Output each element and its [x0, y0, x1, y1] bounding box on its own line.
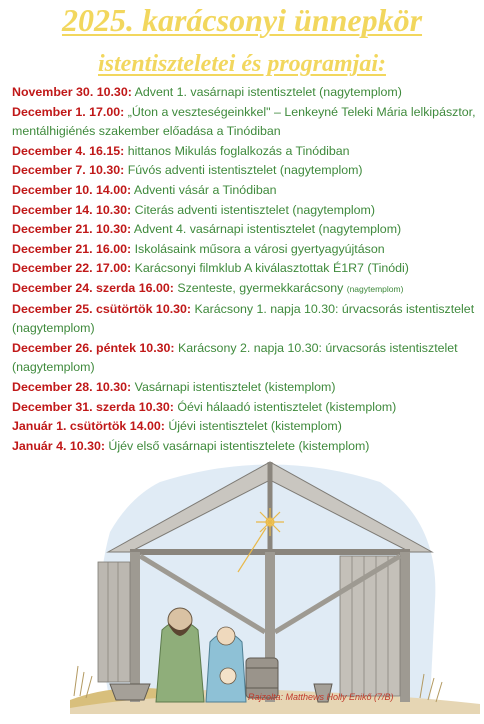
event-date: December 24. szerda 16.00: — [12, 280, 174, 295]
event-item — [12, 417, 478, 437]
event-item — [12, 103, 478, 142]
event-date: December 7. 10.30: — [12, 163, 125, 178]
event-item — [12, 240, 478, 260]
basket — [110, 684, 150, 700]
event-date: December 26. péntek 10.30: — [12, 340, 175, 355]
event-date: December 25. csütörtök 10.30: — [12, 301, 192, 316]
event-text: Karácsony 1. napja 10.30: úrvacsorás istentisztelet (nagytemplom) — [12, 301, 475, 336]
event-note: (nagytemplom) — [346, 283, 404, 294]
event-date: November 30. 10.30: — [12, 85, 132, 99]
event-text: Fúvós adventi istentisztelet (nagytemplom) — [124, 163, 363, 178]
event-date: Január 4. 10.30: — [12, 438, 105, 453]
event-date: December 4. 16.15: — [12, 143, 125, 158]
event-item — [12, 161, 478, 181]
page-title: 2025. karácsonyi ünnepkör — [61, 2, 423, 38]
event-date: December 1. 17.00: — [12, 104, 125, 119]
event-item — [12, 83, 478, 103]
event-text: Karácsonyi filmklub A kiválasztottak É1R7 (Tinódi) — [131, 261, 409, 276]
event-date: December 28. 10.30: — [12, 379, 132, 394]
event-date: December 10. 14.00: — [12, 182, 132, 197]
event-date: Január 1. csütörtök 14.00: — [12, 419, 165, 434]
event-item — [12, 300, 478, 339]
event-date: December 22. 17.00: — [12, 261, 132, 276]
event-item — [12, 339, 478, 378]
event-date: December 14. 10.30: — [12, 202, 132, 217]
stable-post — [400, 552, 410, 702]
event-list — [12, 83, 478, 456]
event-text: Iskolásaink műsora a városi gyertyagyújtáson — [131, 241, 385, 256]
event-item — [12, 220, 478, 240]
event-item — [12, 259, 478, 279]
event-text: „Úton a veszteségeinkkel" – Lenkeyné Teleki Mária lelkipásztor, mentálhigiénés szakember előadása a Tinódiban — [12, 104, 476, 139]
event-text: Újév első vasárnapi istentisztelete (kistemplom) — [104, 438, 370, 453]
event-date: December 31. szerda 10.30: — [12, 399, 174, 414]
event-item — [12, 201, 478, 221]
event-text: Karácsony 2. napja 10.30: úrvacsorás istentisztelet (nagytemplom) — [12, 340, 458, 375]
event-text: Advent 4. vasárnapi istentisztelet (nagytemplom) — [131, 222, 402, 237]
stable-post — [130, 552, 140, 702]
event-item — [12, 279, 478, 300]
event-text: Adventi vásár a Tinódiban — [131, 182, 277, 197]
event-text: Óévi hálaadó istentisztelet (kistemplom) — [173, 399, 397, 414]
event-text: Szenteste, gyermekkarácsony — [173, 280, 347, 295]
event-text: Vasárnapi istentisztelet (kistemplom) — [131, 379, 336, 394]
nativity-drawing — [70, 452, 480, 714]
event-item — [12, 142, 478, 162]
event-item — [12, 378, 478, 398]
event-item — [12, 398, 478, 418]
event-text: hittanos Mikulás foglalkozás a Tinódiban — [124, 143, 350, 158]
page-subtitle: istentiszteletei és programjai: — [98, 51, 386, 77]
event-date: December 21. 16.00: — [12, 241, 132, 256]
event-text: Citerás adventi istentisztelet (nagytemplom) — [131, 202, 375, 217]
drawing-credit: Rajzolta: Matthews Holly Enikő (7/B) — [248, 692, 394, 702]
event-date: December 21. 10.30: — [12, 222, 132, 237]
wall-plank — [98, 562, 130, 682]
event-text: Újévi istentisztelet (kistemplom) — [164, 419, 342, 434]
event-item — [12, 181, 478, 201]
event-text: Advent 1. vasárnapi istentisztelet (nagytemplom) — [131, 85, 402, 99]
